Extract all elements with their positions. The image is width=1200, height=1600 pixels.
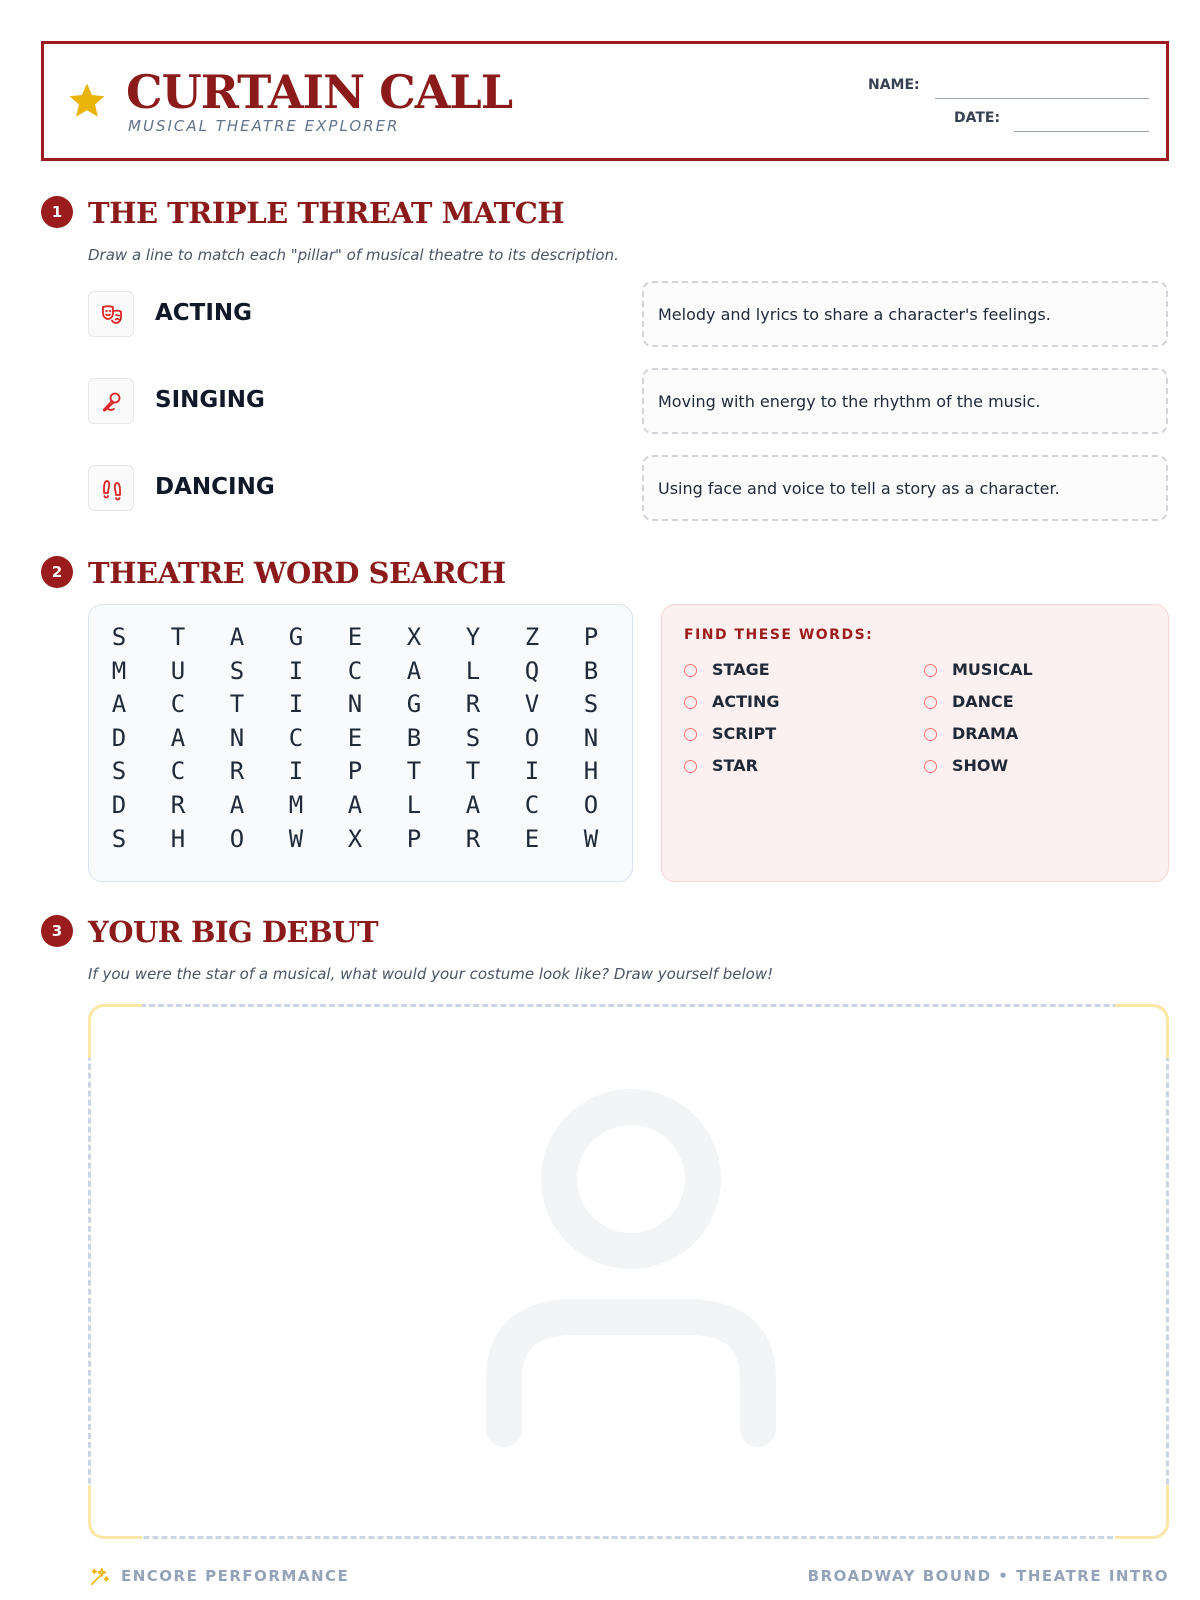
grid-letter[interactable]: R <box>465 690 481 719</box>
word-label: MUSICAL <box>952 660 1033 679</box>
section-title-2: THEATRE WORD SEARCH <box>88 556 506 590</box>
grid-letter[interactable]: O <box>524 723 540 752</box>
pillar-label: ACTING <box>155 300 253 326</box>
grid-letter[interactable]: C <box>170 757 186 786</box>
page-subtitle: MUSICAL THEATRE EXPLORER <box>128 117 400 135</box>
grid-letter[interactable]: X <box>406 623 422 651</box>
grid-letter[interactable]: A <box>406 656 422 685</box>
grid-letter[interactable]: S <box>111 824 127 853</box>
grid-letter[interactable]: D <box>111 723 127 752</box>
grid-letter[interactable]: B <box>406 723 422 752</box>
section-title-1: THE TRIPLE THREAT MATCH <box>88 196 565 230</box>
grid-letter[interactable]: A <box>229 623 245 651</box>
word-label: DANCE <box>952 692 1014 711</box>
grid-letter[interactable]: X <box>347 824 363 853</box>
word-label: STAGE <box>712 660 770 679</box>
word-search-grid[interactable] <box>88 604 633 882</box>
grid-letter[interactable]: Z <box>524 623 540 651</box>
grid-letter[interactable]: I <box>288 690 304 719</box>
grid-letter[interactable]: I <box>288 656 304 685</box>
pillar-label: DANCING <box>155 474 275 500</box>
word-list-title: FIND THESE WORDS: <box>684 627 874 643</box>
drawing-area[interactable] <box>88 1004 1169 1539</box>
star-icon <box>66 80 108 122</box>
word-label: ACTING <box>712 692 780 711</box>
grid-letter[interactable]: S <box>111 757 127 786</box>
footprints-icon <box>100 477 124 501</box>
grid-letter[interactable]: R <box>229 757 245 786</box>
grid-letter[interactable]: A <box>111 690 127 719</box>
grid-letter[interactable]: D <box>111 791 127 819</box>
grid-letter[interactable]: E <box>347 623 363 651</box>
grid-letter[interactable]: N <box>347 690 363 719</box>
footer-left-text: ENCORE PERFORMANCE <box>121 1567 350 1585</box>
section-title-3: YOUR BIG DEBUT <box>88 915 379 949</box>
word-label: SHOW <box>952 756 1009 775</box>
grid-letter[interactable]: H <box>170 824 186 853</box>
word-label: STAR <box>712 756 758 775</box>
grid-letter[interactable]: M <box>288 791 304 819</box>
grid-letter[interactable]: A <box>465 791 481 819</box>
page-title: CURTAIN CALL <box>126 65 513 119</box>
grid-letter[interactable]: W <box>583 824 599 853</box>
grid-letter[interactable]: I <box>288 757 304 786</box>
grid-letter[interactable]: I <box>524 757 540 786</box>
grid-letter[interactable]: B <box>583 656 599 685</box>
grid-letter[interactable]: P <box>347 757 363 786</box>
grid-letter[interactable]: T <box>406 757 422 786</box>
description-box-1[interactable]: Melody and lyrics to share a character's feelings. <box>642 281 1168 347</box>
checkbox-circle-icon[interactable] <box>684 696 697 709</box>
grid-letter[interactable]: S <box>111 623 127 651</box>
grid-letter[interactable]: S <box>229 656 245 685</box>
grid-letter[interactable]: S <box>465 723 481 752</box>
grid-letter[interactable]: P <box>406 824 422 853</box>
grid-letter[interactable]: C <box>170 690 186 719</box>
grid-letter[interactable]: T <box>170 623 186 651</box>
section-number-1: 1 <box>41 196 73 228</box>
checkbox-circle-icon[interactable] <box>924 696 937 709</box>
grid-letter[interactable]: G <box>288 623 304 651</box>
theater-masks-icon <box>100 303 124 327</box>
grid-letter[interactable]: T <box>465 757 481 786</box>
name-field[interactable] <box>935 98 1149 99</box>
grid-letter[interactable]: A <box>170 723 186 752</box>
grid-letter[interactable]: A <box>347 791 363 819</box>
description-box-3[interactable]: Using face and voice to tell a story as a character. <box>642 455 1168 521</box>
microphone-icon <box>100 390 124 414</box>
grid-letter[interactable]: N <box>229 723 245 752</box>
corner-accent <box>1115 1004 1169 1058</box>
pillar-singing[interactable] <box>88 378 588 426</box>
checkbox-circle-icon[interactable] <box>924 728 937 741</box>
name-label: NAME: <box>868 77 920 93</box>
date-field[interactable] <box>1014 131 1149 132</box>
checkbox-circle-icon[interactable] <box>684 664 697 677</box>
description-box-2[interactable]: Moving with energy to the rhythm of the music. <box>642 368 1168 434</box>
grid-letter[interactable]: O <box>583 791 599 819</box>
grid-letter[interactable]: H <box>583 757 599 786</box>
person-silhouette-icon <box>486 1089 776 1449</box>
section-instruction-3: If you were the star of a musical, what would your costume look like? Draw yourself below! <box>88 965 774 983</box>
grid-letter[interactable]: R <box>170 791 186 819</box>
corner-accent <box>88 1485 142 1539</box>
section-number-2: 2 <box>41 556 73 588</box>
corner-accent <box>1115 1485 1169 1539</box>
pillar-acting[interactable] <box>88 291 588 339</box>
grid-letter[interactable]: C <box>347 656 363 685</box>
grid-letter[interactable]: T <box>229 690 245 719</box>
grid-letter[interactable]: R <box>465 824 481 853</box>
grid-letter[interactable]: U <box>170 656 186 685</box>
grid-letter[interactable]: M <box>111 656 127 685</box>
word-label: DRAMA <box>952 724 1019 743</box>
worksheet-header <box>41 41 1169 161</box>
grid-letter[interactable]: A <box>229 791 245 819</box>
grid-letter[interactable]: L <box>406 791 422 819</box>
grid-letter[interactable]: Y <box>465 623 481 651</box>
grid-letter[interactable]: E <box>524 824 540 853</box>
grid-letter[interactable]: Q <box>524 656 540 685</box>
grid-letter[interactable]: C <box>524 791 540 819</box>
grid-letter[interactable]: G <box>406 690 422 719</box>
checkbox-circle-icon[interactable] <box>684 728 697 741</box>
grid-letter[interactable]: L <box>465 656 481 685</box>
word-label: SCRIPT <box>712 724 777 743</box>
checkbox-circle-icon[interactable] <box>924 760 937 773</box>
corner-accent <box>88 1004 142 1058</box>
grid-letter[interactable]: N <box>583 723 599 752</box>
checkbox-circle-icon[interactable] <box>684 760 697 773</box>
word-list-panel <box>661 604 1169 882</box>
checkbox-circle-icon[interactable] <box>924 664 937 677</box>
grid-letter[interactable]: P <box>583 623 599 651</box>
grid-letter[interactable]: E <box>347 723 363 752</box>
grid-letter[interactable]: W <box>288 824 304 853</box>
pillar-dancing[interactable] <box>88 465 588 513</box>
grid-letter[interactable]: S <box>583 690 599 719</box>
grid-letter[interactable]: O <box>229 824 245 853</box>
grid-letter[interactable]: C <box>288 723 304 752</box>
sparkles-icon <box>88 1566 110 1588</box>
footer-right-text: BROADWAY BOUND • THEATRE INTRO <box>807 1567 1169 1585</box>
section-number-3: 3 <box>41 915 73 947</box>
grid-letter[interactable]: V <box>524 690 540 719</box>
section-instruction-1: Draw a line to match each "pillar" of musical theatre to its description. <box>88 246 619 264</box>
pillar-label: SINGING <box>155 387 265 413</box>
date-label: DATE: <box>954 110 1001 126</box>
